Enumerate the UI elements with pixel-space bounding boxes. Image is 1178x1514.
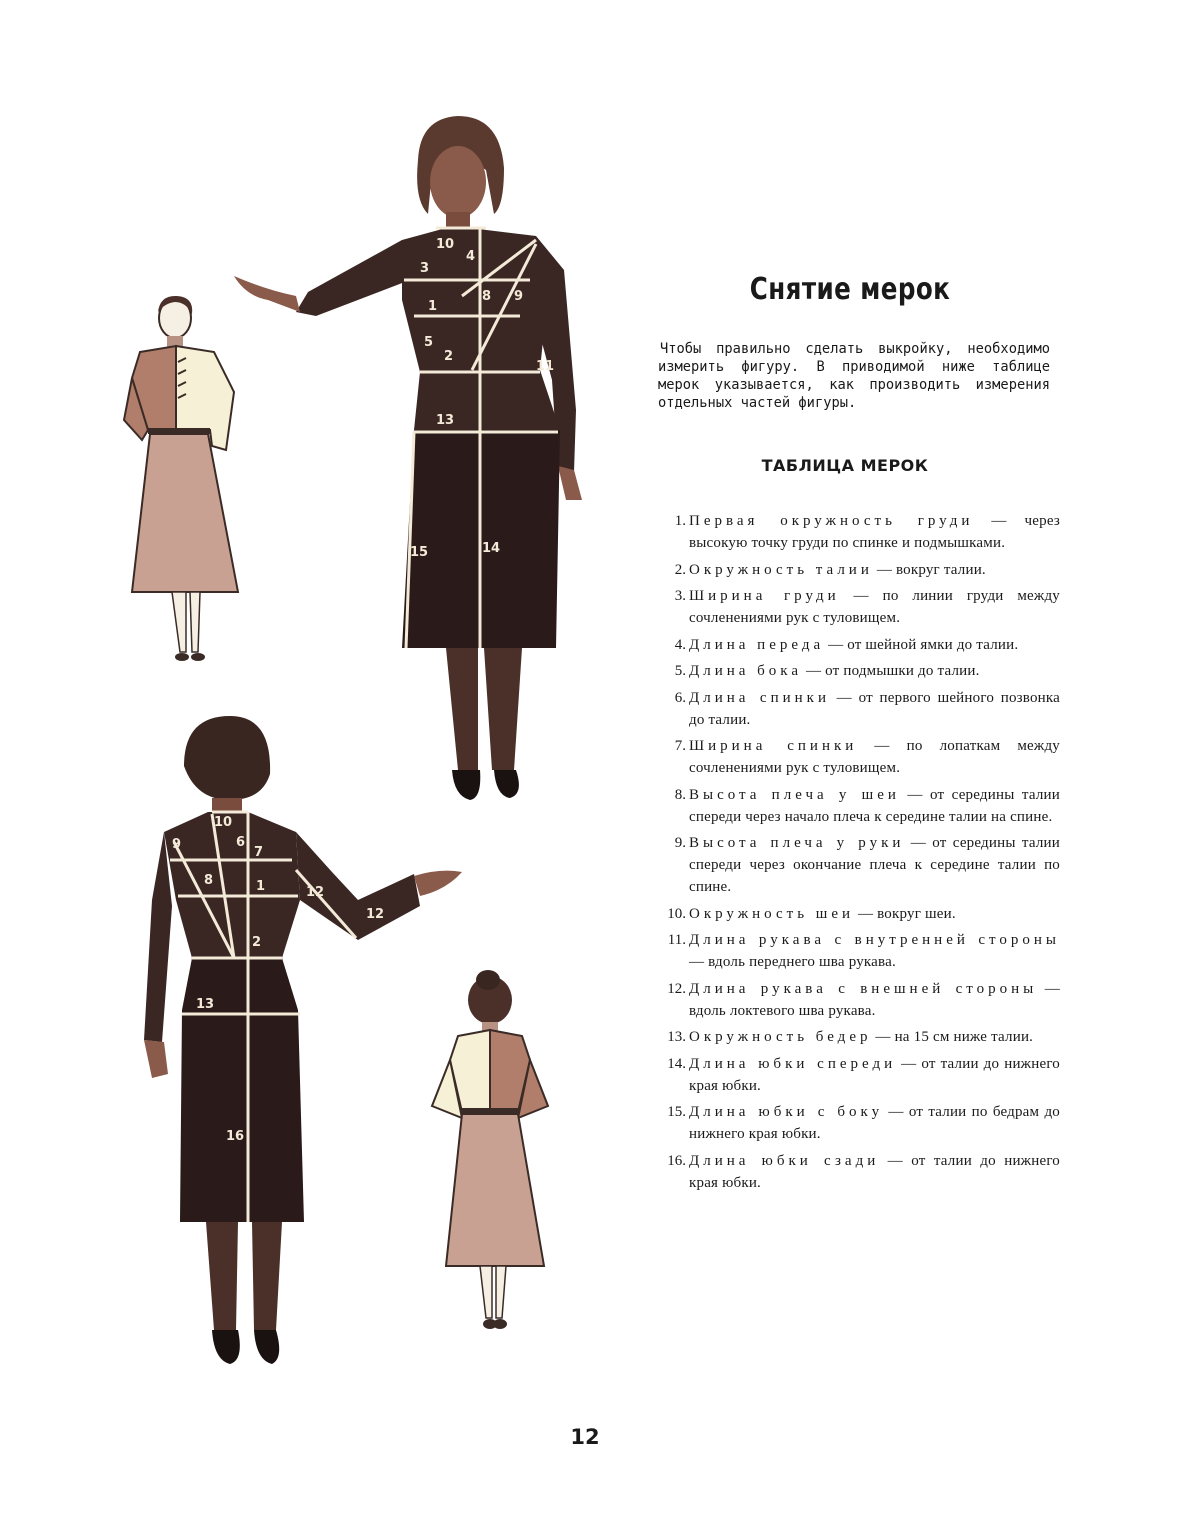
svg-text:1: 1 [256, 879, 266, 894]
item-description: — вдоль переднего шва рукава. [689, 954, 896, 970]
list-item [650, 735, 1060, 779]
svg-text:13: 13 [436, 413, 455, 428]
item-description: — от талии до нижнего края юбки. [689, 1152, 1061, 1191]
svg-text:10: 10 [214, 815, 233, 830]
svg-text:2: 2 [252, 935, 262, 950]
svg-text:1: 1 [428, 299, 438, 314]
small-back-figure [432, 970, 548, 1329]
item-term: Ширина спинки [689, 738, 858, 754]
list-item [650, 1101, 1060, 1145]
item-number: 14. [667, 1055, 686, 1072]
list-item [650, 929, 1060, 973]
svg-text:8: 8 [482, 289, 492, 304]
item-description: — вокруг шеи. [854, 905, 956, 922]
list-item [650, 634, 1060, 656]
item-description: — через высокую точку груди по спинке и подмышками. [689, 513, 1060, 551]
svg-text:14: 14 [482, 541, 501, 556]
item-number: 1. [674, 513, 686, 529]
item-description: — по лопаткам между сочленениями рук с туловищем. [689, 738, 1060, 776]
svg-text:3: 3 [420, 261, 430, 276]
small-front-figure [124, 296, 238, 661]
item-term: Ширина груди [689, 588, 840, 604]
item-term: Окружность талии [689, 561, 873, 578]
item-term: Высота плеча у шеи [689, 786, 900, 803]
svg-text:7: 7 [254, 845, 264, 860]
item-number: 10. [667, 905, 686, 922]
item-number: 7. [674, 738, 686, 754]
item-number: 2. [674, 561, 686, 578]
page-title: Снятие мерок [749, 272, 951, 307]
svg-text:6: 6 [236, 835, 246, 850]
item-number: 11. [667, 932, 686, 948]
item-number: 6. [674, 689, 686, 706]
svg-text:15: 15 [410, 545, 429, 560]
svg-text:12: 12 [306, 885, 325, 900]
svg-text:5: 5 [424, 335, 434, 350]
item-description: — по линии груди между сочленениями рук с туловищем. [689, 588, 1060, 626]
intro-paragraph: Чтобы правильно сделать выкройку, необходимо измерить фигуру. В приводимой ниже таблице мерок указывается, как производить измерения отдельных частей фигуры. [658, 341, 1050, 411]
label-10: 10 [436, 237, 455, 252]
item-description: — от талии по бедрам до нижнего края юбки. [689, 1104, 1060, 1142]
svg-text:12: 12 [366, 907, 385, 922]
svg-text:9: 9 [514, 289, 524, 304]
item-description: — от подмышки до талии. [802, 663, 980, 679]
item-term: Высота плеча у руки [689, 835, 905, 851]
svg-text:13: 13 [196, 997, 215, 1012]
item-term: Окружность бедер [689, 1029, 872, 1045]
svg-text:9: 9 [172, 837, 182, 852]
svg-text:8: 8 [204, 873, 214, 888]
large-front-figure [234, 116, 582, 800]
item-description: — на 15 см ниже талии. [871, 1029, 1034, 1045]
svg-text:2: 2 [444, 349, 454, 364]
item-number: 8. [674, 786, 686, 803]
item-number: 5. [674, 663, 686, 679]
item-description: — вокруг талии. [872, 561, 986, 578]
list-item [650, 903, 1060, 925]
item-term: Окружность шеи [689, 905, 855, 922]
item-number: 3. [674, 588, 686, 604]
item-term: Первая окружность груди [689, 513, 974, 529]
item-description: — от шейной ямки до талии. [824, 636, 1019, 653]
item-description: — от талии до нижнего края юбки. [689, 1055, 1061, 1094]
list-item [650, 832, 1060, 898]
item-number: 13. [667, 1029, 686, 1045]
list-item [650, 1026, 1060, 1048]
item-term: Длина переда [689, 636, 825, 653]
item-term: Длина рукава с внешней стороны [689, 980, 1038, 997]
item-term: Длина юбки с боку [689, 1104, 884, 1120]
list-item [650, 585, 1060, 629]
item-term: Длина рукава с внутренней стороны [689, 932, 1060, 948]
item-term: Длина юбки сзади [689, 1152, 880, 1169]
large-back-figure [144, 716, 462, 1364]
svg-text:11: 11 [536, 359, 555, 374]
item-number: 4. [674, 636, 686, 653]
item-number: 9. [674, 835, 686, 851]
table-title: ТАБЛИЦА МЕРОК [761, 456, 929, 475]
item-number: 16. [667, 1152, 686, 1169]
list-item [650, 687, 1060, 731]
item-term: Длина спинки [689, 689, 830, 706]
list-item [650, 660, 1060, 682]
list-item [650, 1053, 1060, 1097]
item-description: — вдоль локтевого шва рукава. [689, 980, 1060, 1019]
svg-text:4: 4 [466, 249, 476, 264]
list-item [650, 1150, 1060, 1194]
item-description: — от середины талии спереди через начало плеча к середине талии на спине. [689, 786, 1060, 825]
list-item [650, 559, 1060, 581]
item-term: Длина бока [689, 663, 803, 679]
svg-text:16: 16 [226, 1129, 245, 1144]
item-description: — от середины талии спереди через окончание плеча к середине талии по спине. [689, 835, 1060, 895]
measurements-list [650, 510, 1060, 1198]
list-item [650, 978, 1060, 1022]
list-item [650, 510, 1060, 554]
list-item [650, 784, 1060, 828]
item-term: Длина юбки спереди [689, 1055, 897, 1072]
item-number: 12. [667, 980, 686, 997]
item-number: 15. [667, 1104, 686, 1120]
item-description: — от первого шейного позвонка до талии. [689, 689, 1060, 728]
page-number: 12 [570, 1425, 600, 1449]
